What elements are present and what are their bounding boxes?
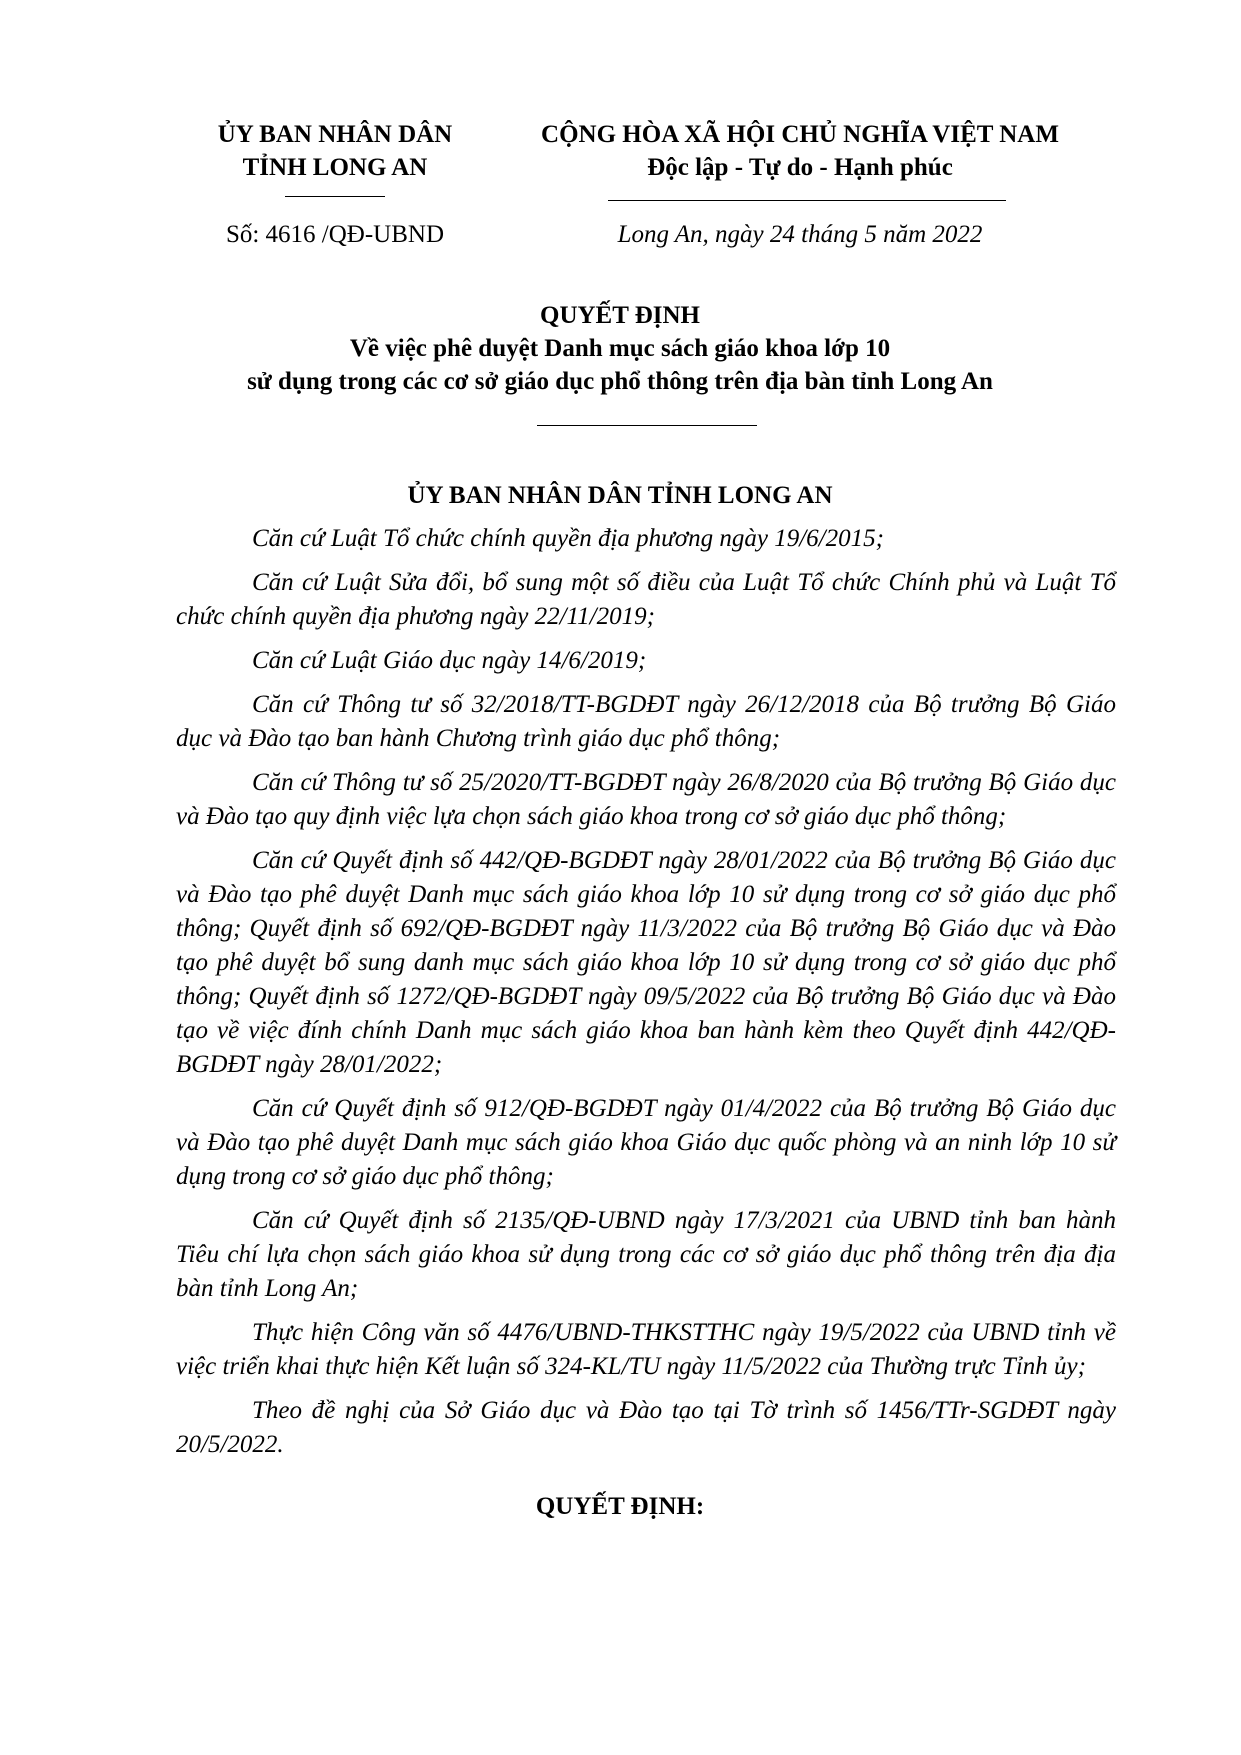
preamble-paragraph: Căn cứ Thông tư số 25/2020/TT-BGDĐT ngày 26/8/2020 của Bộ trưởng Bộ Giáo dục và Đào tạo quy định việc lựa chọn sách giáo khoa trong cơ sở giáo dục phổ thông;	[176, 769, 1116, 830]
subject-line-1: Về việc phê duyệt Danh mục sách giáo khoa lớp 10	[349, 335, 891, 362]
national-header	[520, 118, 1080, 184]
title-divider	[537, 425, 757, 426]
agency-name: ỦY BAN NHÂN DÂN	[217, 121, 453, 148]
preamble-paragraph: Căn cứ Quyết định số 912/QĐ-BGDĐT ngày 01/4/2022 của Bộ trưởng Bộ Giáo dục và Đào tạo phê duyệt Danh mục sách giáo khoa Giáo dục quốc phòng và an ninh lớp 10 sử dụng trong cơ sở giáo dục phổ thông;	[176, 1095, 1116, 1190]
preamble-paragraph: Căn cứ Thông tư số 32/2018/TT-BGDĐT ngày 26/12/2018 của Bộ trưởng Bộ Giáo dục và Đào tạo ban hành Chương trình giáo dục phổ thông;	[176, 691, 1116, 752]
preamble-paragraph: Căn cứ Luật Giáo dục ngày 14/6/2019;	[252, 647, 647, 674]
preamble-paragraph: Thực hiện Công văn số 4476/UBND-THKSTTHC ngày 19/5/2022 của UBND tỉnh về việc triển khai thực hiện Kết luận số 324-KL/TU ngày 11/5/2022 của Thường trực Tỉnh ủy;	[176, 1319, 1116, 1380]
issuing-authority: ỦY BAN NHÂN DÂN TỈNH LONG AN	[407, 482, 833, 509]
document-number: Số: 4616 /QĐ-UBND	[225, 221, 445, 248]
preamble-paragraph: Căn cứ Quyết định số 2135/QĐ-UBND ngày 17/3/2021 của UBND tỉnh ban hành Tiêu chí lựa chọn sách giáo khoa sử dụng trong các cơ sở giáo dục phổ thông trên địa địa bàn tỉnh Long An;	[176, 1207, 1116, 1302]
preamble-paragraph: Căn cứ Luật Sửa đổi, bổ sung một số điều của Luật Tổ chức Chính phủ và Luật Tổ chức chính quyền địa phương ngày 22/11/2019;	[176, 569, 1116, 630]
preamble-paragraph: Theo đề nghị của Sở Giáo dục và Đào tạo tại Tờ trình số 1456/TTr-SGDĐT ngày 20/5/2022.	[176, 1397, 1116, 1458]
preamble	[176, 522, 1116, 1472]
agency-province: TỈNH LONG AN	[242, 154, 428, 181]
subject-line-2: sử dụng trong các cơ sở giáo dục phổ thông trên địa bàn tỉnh Long An	[247, 368, 993, 395]
preamble-paragraph: Căn cứ Luật Tổ chức chính quyền địa phương ngày 19/6/2015;	[252, 525, 884, 552]
nation-motto: Độc lập - Tự do - Hạnh phúc	[647, 154, 953, 181]
document-type: QUYẾT ĐỊNH	[540, 302, 700, 329]
agency-divider	[285, 196, 385, 197]
agency-header	[190, 118, 480, 184]
place-date: Long An, ngày 24 tháng 5 năm 2022	[617, 221, 983, 248]
decision-heading: QUYẾT ĐỊNH:	[535, 1493, 705, 1520]
nation-divider	[608, 200, 1006, 201]
preamble-paragraph: Căn cứ Quyết định số 442/QĐ-BGDĐT ngày 28/01/2022 của Bộ trưởng Bộ Giáo dục và Đào tạo phê duyệt Danh mục sách giáo khoa lớp 10 sử dụng trong cơ sở giáo dục phổ thông; Quyết định số 692/QĐ-BGDĐT ngày 11/3/2022 của Bộ trưởng Bộ Giáo dục và Đào tạo phê duyệt bổ sung danh mục sách giáo khoa lớp 10 sử dụng trong cơ sở giáo dục phổ thông; Quyết định số 1272/QĐ-BGDĐT ngày 09/5/2022 của Bộ trưởng Bộ Giáo dục và Đào tạo về việc đính chính Danh mục sách giáo khoa ban hành kèm theo Quyết định 442/QĐ-BGDĐT ngày 28/01/2022;	[176, 847, 1116, 1078]
nation-title: CỘNG HÒA XÃ HỘI CHỦ NGHĨA VIỆT NAM	[541, 121, 1059, 148]
